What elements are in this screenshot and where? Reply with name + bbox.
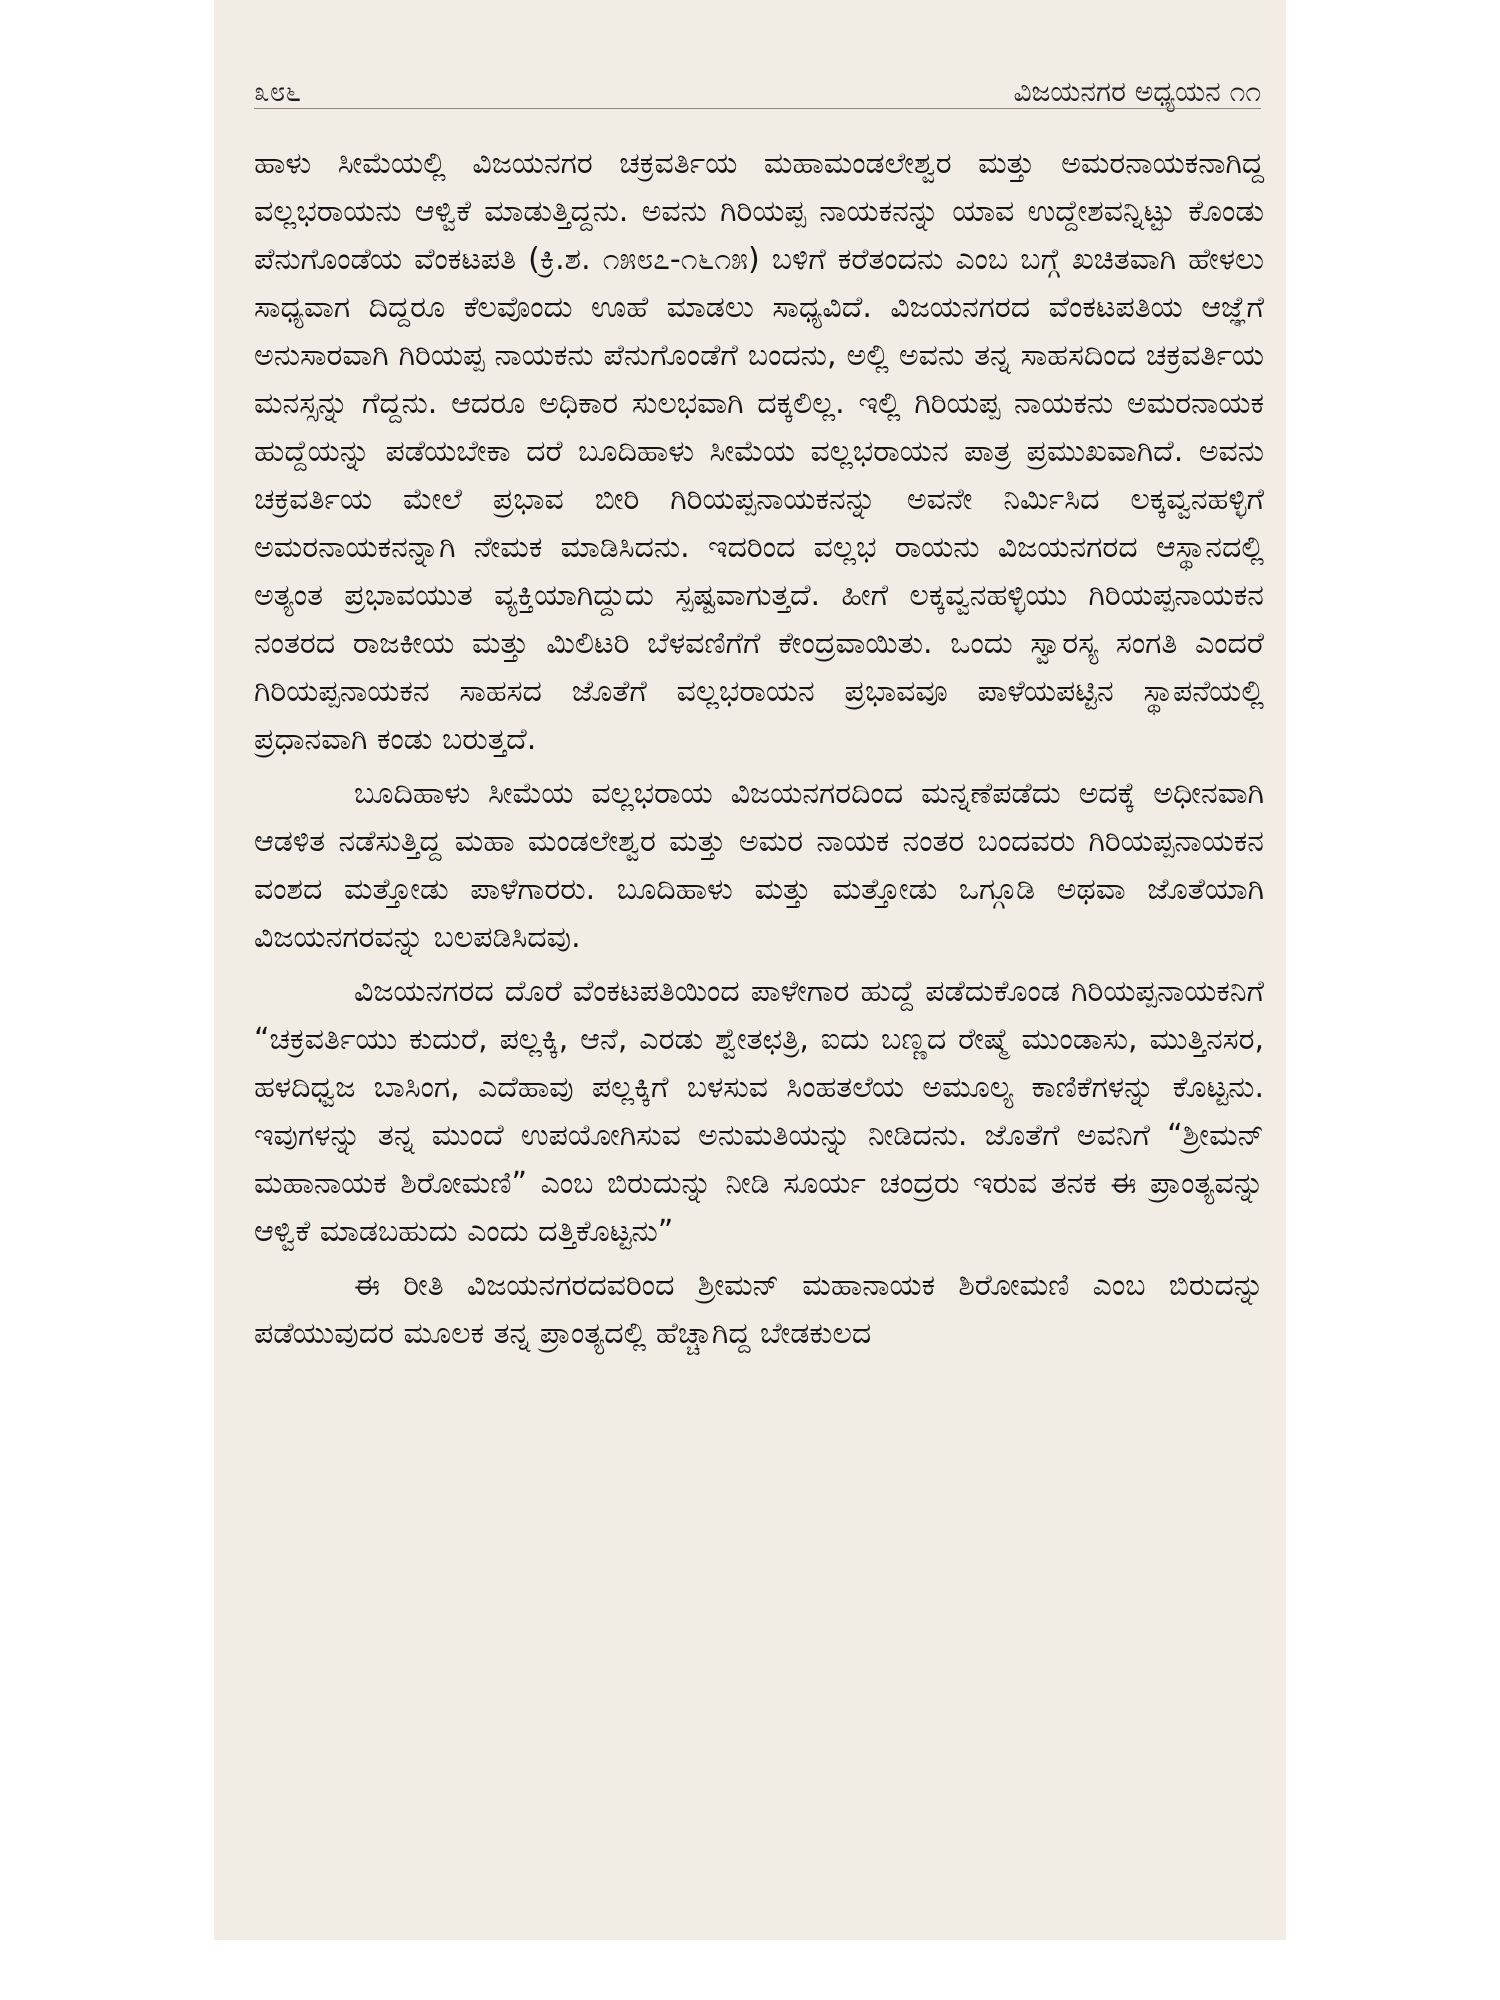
book-page [214, 0, 1286, 1940]
page-header [254, 75, 1261, 115]
paragraph: ಹಾಳು ಸೀಮೆಯಲ್ಲಿ ವಿಜಯನಗರ ಚಕ್ರವರ್ತಿಯ ಮಹಾಮಂಡಲೇಶ್ವರ ಮತ್ತು ಅಮರನಾಯಕನಾಗಿದ್ದ ವಲ್ಲಭರಾಯನು ಆಳ್ವಿಕೆ ಮಾಡುತ್ತಿದ್ದನು. ಅವನು ಗಿರಿಯಪ್ಪ ನಾಯಕನನ್ನು ಯಾವ ಉದ್ದೇಶವನ್ನಿಟ್ಟು ಕೊಂಡು ಪೆನುಗೊಂಡೆಯ ವೆಂಕಟಪತಿ (ಕ್ರಿ.ಶ. ೧೫೮೭-೧೬೧೫) ಬಳಿಗೆ ಕರೆತಂದನು ಎಂಬ ಬಗ್ಗೆ ಖಚಿತವಾಗಿ ಹೇಳಲು ಸಾಧ್ಯವಾಗ ದಿದ್ದರೂ ಕೆಲವೊಂದು ಊಹೆ ಮಾಡಲು ಸಾಧ್ಯವಿದೆ. ವಿಜಯನಗರದ ವೆಂಕಟಪತಿಯ ಆಜ್ಞೆಗೆ ಅನುಸಾರವಾಗಿ ಗಿರಿಯಪ್ಪ ನಾಯಕನು ಪೆನುಗೊಂಡೆಗೆ ಬಂದನು, ಅಲ್ಲಿ ಅವನು ತನ್ನ ಸಾಹಸದಿಂದ ಚಕ್ರವರ್ತಿಯ ಮನಸ್ಸನ್ನು ಗೆದ್ದನು. ಆದರೂ ಅಧಿಕಾರ ಸುಲಭವಾಗಿ ದಕ್ಕಲಿಲ್ಲ. ಇಲ್ಲಿ ಗಿರಿಯಪ್ಪ ನಾಯಕನು ಅಮರನಾಯಕ ಹುದ್ದೆಯನ್ನು ಪಡೆಯಬೇಕಾ ದರೆ ಬೂದಿಹಾಳು ಸೀಮೆಯ ವಲ್ಲಭರಾಯನ ಪಾತ್ರ ಪ್ರಮುಖವಾಗಿದೆ. ಅವನು ಚಕ್ರವರ್ತಿಯ ಮೇಲೆ ಪ್ರಭಾವ ಬೀರಿ ಗಿರಿಯಪ್ಪನಾಯಕನನ್ನು ಅವನೇ ನಿರ್ಮಿಸಿದ ಲಕ್ಕವ್ವನಹಳ್ಳಿಗೆ ಅಮರನಾಯಕನನ್ನಾಗಿ ನೇಮಕ ಮಾಡಿಸಿದನು. ಇದರಿಂದ ವಲ್ಲಭ ರಾಯನು ವಿಜಯನಗರದ ಆಸ್ಥಾನದಲ್ಲಿ ಅತ್ಯಂತ ಪ್ರಭಾವಯುತ ವ್ಯಕ್ತಿಯಾಗಿದ್ದುದು ಸ್ಪಷ್ಟವಾಗುತ್ತದೆ. ಹೀಗೆ ಲಕ್ಕವ್ವನಹಳ್ಳಿಯು ಗಿರಿಯಪ್ಪನಾಯಕನ ನಂತರದ ರಾಜಕೀಯ ಮತ್ತು ಮಿಲಿಟರಿ ಬೆಳವಣಿಗೆಗೆ ಕೇಂದ್ರವಾಯಿತು. ಒಂದು ಸ್ವಾರಸ್ಯ ಸಂಗತಿ ಎಂದರೆ ಗಿರಿಯಪ್ಪನಾಯಕನ ಸಾಹಸದ ಜೊತೆಗೆ ವಲ್ಲಭರಾಯನ ಪ್ರಭಾವವೂ ಪಾಳೆಯಪಟ್ಟಿನ ಸ್ಥಾಪನೆಯಲ್ಲಿ ಪ್ರಧಾನವಾಗಿ ಕಂಡು ಬರುತ್ತದೆ. [254, 146, 1264, 757]
paragraph: ವಿಜಯನಗರದ ದೊರೆ ವೆಂಕಟಪತಿಯಿಂದ ಪಾಳೇಗಾರ ಹುದ್ದೆ ಪಡೆದುಕೊಂಡ ಗಿರಿಯಪ್ಪನಾಯಕನಿಗೆ “ಚಕ್ರವರ್ತಿಯು ಕುದುರೆ, ಪಲ್ಲಕ್ಕಿ, ಆನೆ, ಎರಡು ಶ್ವೇತಛತ್ರಿ, ಐದು ಬಣ್ಣದ ರೇಷ್ಮೆ ಮುಂಡಾಸು, ಮುತ್ತಿನಸರ, ಹಳದಿಧ್ವಜ ಬಾಸಿಂಗ, ಎದೆಹಾವು ಪಲ್ಲಕ್ಕಿಗೆ ಬಳಸುವ ಸಿಂಹತಲೆಯ ಅಮೂಲ್ಯ ಕಾಣಿಕೆಗಳನ್ನು ಕೊಟ್ಟನು. ಇವುಗಳನ್ನು ತನ್ನ ಮುಂದೆ ಉಪಯೋಗಿಸುವ ಅನುಮತಿಯನ್ನು ನೀಡಿದನು. ಜೊತೆಗೆ ಅವನಿಗೆ “ಶ್ರೀಮನ್ ಮಹಾನಾಯಕ ಶಿರೋಮಣಿ” ಎಂಬ ಬಿರುದುನ್ನು ನೀಡಿ ಸೂರ್ಯ ಚಂದ್ರರು ಇರುವ ತನಕ ಈ ಪ್ರಾಂತ್ಯವನ್ನು ಆಳ್ವಿಕೆ ಮಾಡಬಹುದು ಎಂದು ದತ್ತಿಕೊಟ್ಟನು” [254, 974, 1264, 1249]
running-head: ವಿಜಯನಗರ ಅಧ್ಯಯನ ೧೧ [1013, 75, 1261, 108]
header-divider [254, 108, 1261, 109]
page-number: ೩೮೬ [254, 75, 302, 108]
body-text [254, 140, 1264, 1364]
paragraph: ಬೂದಿಹಾಳು ಸೀಮೆಯ ವಲ್ಲಭರಾಯ ವಿಜಯನಗರದಿಂದ ಮನ್ನಣೆಪಡೆದು ಅದಕ್ಕೆ ಅಧೀನವಾಗಿ ಆಡಳಿತ ನಡೆಸುತ್ತಿದ್ದ ಮಹಾ ಮಂಡಲೇಶ್ವರ ಮತ್ತು ಅಮರ ನಾಯಕ ನಂತರ ಬಂದವರು ಗಿರಿಯಪ್ಪನಾಯಕನ ವಂಶದ ಮತ್ತೋಡು ಪಾಳೆಗಾರರು. ಬೂದಿಹಾಳು ಮತ್ತು ಮತ್ತೋಡು ಒಗ್ಗೂಡಿ ಅಥವಾ ಜೊತೆಯಾಗಿ ವಿಜಯನಗರವನ್ನು ಬಲಪಡಿಸಿದವು. [254, 776, 1264, 955]
paragraph: ಈ ರೀತಿ ವಿಜಯನಗರದವರಿಂದ ಶ್ರೀಮನ್ ಮಹಾನಾಯಕ ಶಿರೋಮಣಿ ಎಂಬ ಬಿರುದನ್ನು ಪಡೆಯುವುದರ ಮೂಲಕ ತನ್ನ ಪ್ರಾಂತ್ಯದಲ್ಲಿ ಹೆಚ್ಚಾಗಿದ್ದ ಬೇಡಕುಲದ [254, 1268, 1264, 1351]
